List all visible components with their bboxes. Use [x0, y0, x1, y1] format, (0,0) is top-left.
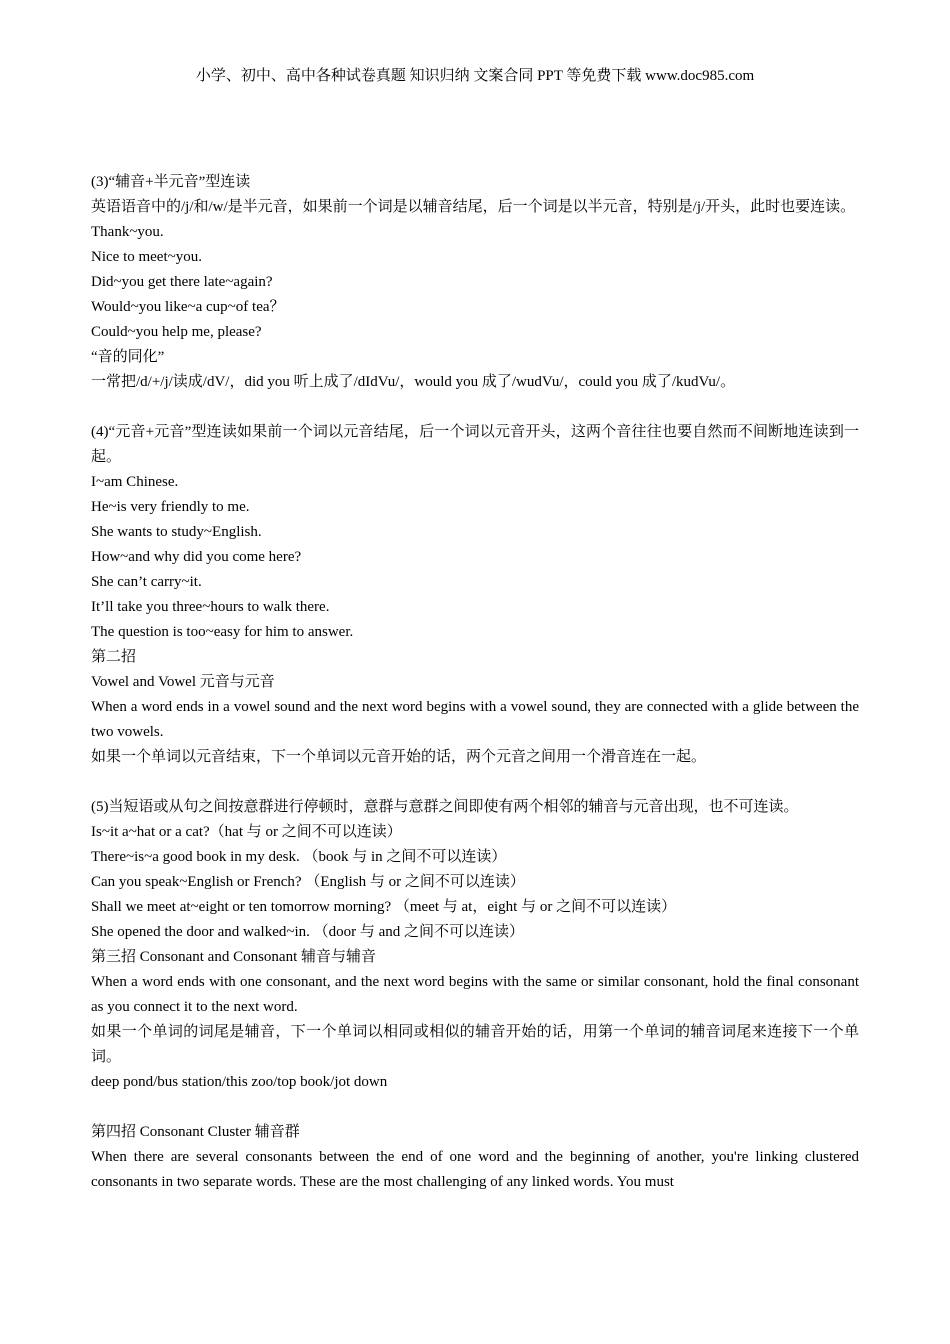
tip-4-title: 第四招 Consonant Cluster 辅音群 [91, 1124, 300, 1140]
tip-3-english: When a word ends with one consonant, and the next word begins with the same or similar consonant, hold the final consonant as you connect it to the next word. [91, 974, 859, 1015]
tip-2-title: 第二招 [91, 649, 137, 665]
page-header: 小学、初中、高中各种试卷真题 知识归纳 文案合同 PPT 等免费下载 www.doc985.com [195, 68, 755, 84]
assimilation-description: 一常把/d/+/j/读成/dV/，did you 听上成了/dIdVu/，would you 成了/wudVu/，could you 成了/kudVu/。 [91, 374, 736, 390]
section-4-title: (4)“元音+元音”型连读如果前一个词以元音结尾，后一个词以元音开头，这两个音往往也要自然而不间断地连读到一起。 [91, 424, 859, 465]
example-sentence: Can you speak~English or French? （English 与 or 之间不可以连读） [91, 874, 525, 890]
example-sentence: Is~it a~hat or a cat?（hat 与 or 之间不可以连读） [91, 824, 402, 840]
tip-3-title: 第三招 Consonant and Consonant 辅音与辅音 [91, 949, 376, 965]
section-3-description: 英语语音中的/j/和/w/是半元音，如果前一个词是以辅音结尾，后一个词是以半元音，特别是/j/开头，此时也要连读。 [91, 199, 856, 215]
example-sentence: He~is very friendly to me. [91, 499, 250, 515]
example-sentence: Thank~you. [91, 224, 164, 240]
example-sentence: How~and why did you come here? [91, 549, 302, 565]
tip-3-examples: deep pond/bus station/this zoo/top book/jot down [91, 1074, 388, 1090]
section-5-title: (5)当短语或从句之间按意群进行停顿时，意群与意群之间即使有两个相邻的辅音与元音出现，也不可连读。 [91, 799, 799, 815]
example-sentence: Would~you like~a cup~of tea？ [91, 299, 285, 315]
spacer [91, 395, 859, 420]
example-sentence: She opened the door and walked~in. （door 与 and 之间不可以连读） [91, 924, 525, 940]
example-sentence: I~am Chinese. [91, 474, 179, 490]
section-3-title: (3)“辅音+半元音”型连读 [91, 174, 251, 190]
example-sentence: She wants to study~English. [91, 524, 262, 540]
tip-3-chinese: 如果一个单词的词尾是辅音，下一个单词以相同或相似的辅音开始的话，用第一个单词的辅音词尾来连接下一个单词。 [91, 1024, 859, 1065]
example-sentence: There~is~a good book in my desk. （book 与 in 之间不可以连读） [91, 849, 507, 865]
example-sentence: She can’t carry~it. [91, 574, 202, 590]
example-sentence: Shall we meet at~eight or ten tomorrow morning? （meet 与 at，eight 与 or 之间不可以连读） [91, 899, 677, 915]
tip-2-english: When a word ends in a vowel sound and the next word begins with a vowel sound, they are connected with a glide between the two vowels. [91, 699, 859, 740]
example-sentence: Could~you help me, please? [91, 324, 262, 340]
tip-2-subtitle: Vowel and Vowel 元音与元音 [91, 674, 275, 690]
example-sentence: Did~you get there late~again? [91, 274, 273, 290]
tip-2-chinese: 如果一个单词以元音结束，下一个单词以元音开始的话，两个元音之间用一个滑音连在一起。 [91, 749, 707, 765]
document-body [91, 170, 859, 1195]
example-sentence: The question is too~easy for him to answer. [91, 624, 354, 640]
tip-4-english: When there are several consonants between the end of one word and the beginning of another, you're linking clustered consonants in two separate words. These are the most challenging of any linked words. You must [91, 1149, 859, 1190]
spacer [91, 1095, 859, 1120]
spacer [91, 770, 859, 795]
example-sentence: It’ll take you three~hours to walk there. [91, 599, 330, 615]
example-sentence: Nice to meet~you. [91, 249, 202, 265]
assimilation-title: “音的同化” [91, 349, 165, 365]
